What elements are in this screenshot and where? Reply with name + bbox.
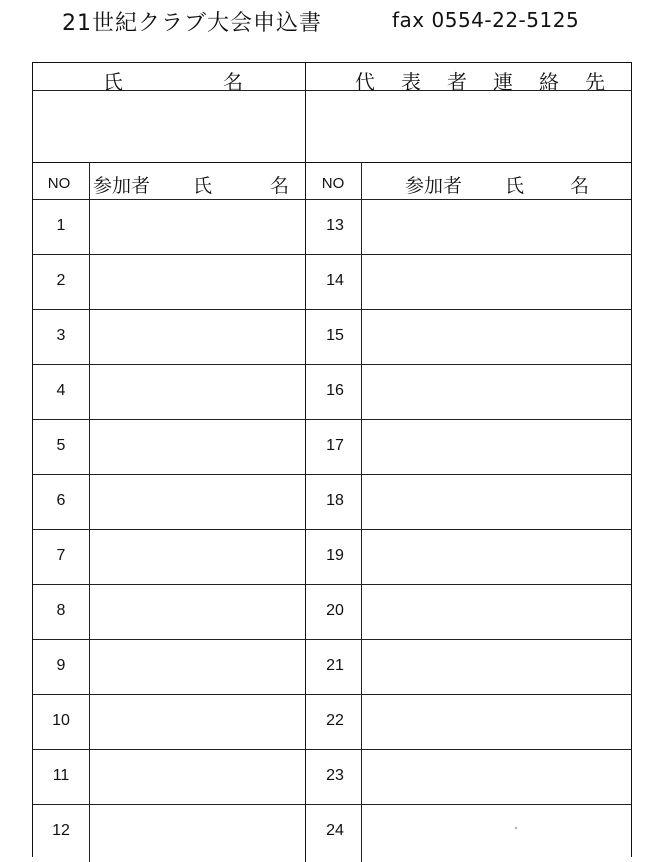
participant-name-field[interactable] [91,750,303,803]
row-number: 8 [56,602,66,619]
row-number: 16 [326,382,344,399]
form-header [0,6,665,40]
contact-char: 表 [401,70,421,94]
participant-name-field[interactable] [363,310,627,363]
participant-name-field[interactable] [91,475,303,528]
roster-no-divider-right [361,162,362,862]
participant-name-field[interactable] [363,585,627,638]
row-number: 1 [56,217,66,234]
name-label-last: 名 [269,175,289,197]
representative-contact-field[interactable] [307,91,629,162]
row-number: 2 [56,272,66,289]
participant-header-right [405,171,589,198]
contact-char: 先 [585,70,605,94]
participant-name-field[interactable] [91,530,303,583]
participant-name-field[interactable] [363,530,627,583]
contact-char: 連 [493,70,513,94]
contact-char: 絡 [539,70,559,94]
participant-name-field[interactable] [91,805,303,858]
name-label-last: 名 [569,175,589,197]
application-form [32,62,632,857]
row-number: 23 [326,767,344,784]
row-number: 22 [326,712,344,729]
row-number: 3 [56,327,66,344]
form-title: 21世紀クラブ大会申込書 [62,11,322,36]
participant-header-left [93,171,289,198]
name-label-first: 氏 [505,175,525,197]
row-number: 10 [52,712,70,729]
participant-name-field[interactable] [363,420,627,473]
no-header-left: NO [47,175,71,192]
name-label-last: 名 [223,70,243,94]
participant-name-field[interactable] [363,805,627,858]
row-number: 18 [326,492,344,509]
participant-name-field[interactable] [363,200,627,253]
row-number: 19 [326,547,344,564]
participant-name-field[interactable] [91,365,303,418]
participant-name-field[interactable] [91,420,303,473]
name-label-first: 氏 [103,70,123,94]
scan-speck [515,827,517,829]
section-divider [33,162,631,163]
row-number: 13 [326,217,344,234]
participant-name-field[interactable] [363,750,627,803]
row-number: 5 [56,437,66,454]
roster-center-divider [305,162,306,862]
name-label-first: 氏 [193,175,213,197]
participant-name-field[interactable] [91,695,303,748]
row-number: 6 [56,492,66,509]
participant-name-field[interactable] [91,640,303,693]
participant-label: 参加者 [93,175,151,197]
participant-name-field[interactable] [363,695,627,748]
participant-name-field[interactable] [363,475,627,528]
row-number: 17 [326,437,344,454]
top-center-divider [305,63,306,163]
participant-name-field[interactable] [91,585,303,638]
participant-name-field[interactable] [363,365,627,418]
row-number: 12 [52,822,70,839]
row-number: 7 [56,547,66,564]
participant-name-field[interactable] [363,640,627,693]
participant-name-field[interactable] [91,200,303,253]
participant-name-field[interactable] [363,255,627,308]
participant-name-field[interactable] [91,255,303,308]
row-number: 4 [56,382,66,399]
participant-name-field[interactable] [91,310,303,363]
representative-name-field[interactable] [33,91,305,162]
row-number: 14 [326,272,344,289]
row-number: 20 [326,602,344,619]
row-number: 24 [326,822,344,839]
row-number: 9 [56,657,66,674]
row-number: 11 [52,767,70,784]
participant-label: 参加者 [405,175,463,197]
fax-number: fax 0554-22-5125 [392,8,580,32]
roster-no-divider-left [89,162,90,862]
contact-char: 代 [355,70,375,94]
contact-char: 者 [447,70,467,94]
row-number: 15 [326,327,344,344]
no-header-right: NO [321,175,345,192]
row-number: 21 [326,657,344,674]
